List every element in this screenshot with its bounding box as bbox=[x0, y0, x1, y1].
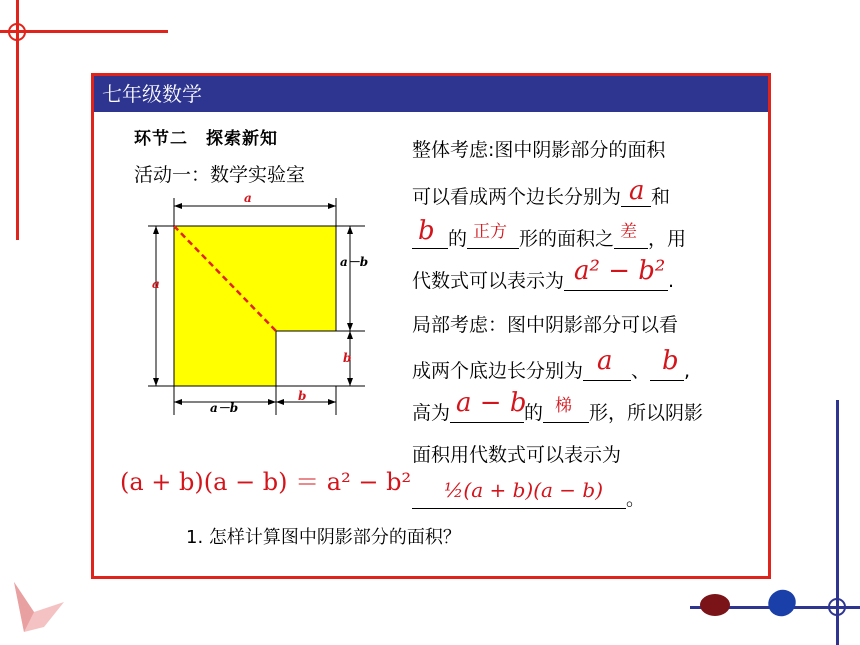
activity-title: 活动一：数学实验室 bbox=[134, 164, 306, 186]
whole-answer-op: 差 bbox=[620, 222, 638, 242]
top-left-deco-circle bbox=[8, 23, 26, 41]
question-text: 1. 怎样计算图中阴影部分的面积？ bbox=[186, 527, 461, 548]
label-right-b: b bbox=[343, 351, 352, 365]
label-top-a: a bbox=[244, 191, 252, 205]
label-bottom-b: b bbox=[298, 389, 307, 403]
header-bar bbox=[94, 76, 768, 112]
section-title: 环节二 探索新知 bbox=[134, 129, 278, 149]
bottom-right-deco-circle bbox=[828, 598, 846, 616]
whole-line-4: 代数式可以表示为 a² − b² . bbox=[412, 256, 675, 292]
local-line-1: 局部考虑：图中阴影部分可以看 bbox=[412, 314, 679, 336]
red-oval-icon bbox=[700, 594, 730, 616]
local-line-3: 高为 a − b 的 梯 形，所以阴影 bbox=[412, 388, 704, 424]
local-line-2: 成两个底边长分别为 a 、 b , bbox=[412, 346, 691, 382]
main-formula: (a + b)(a − b) ＝ a² − b² bbox=[120, 468, 412, 496]
local-answer-a: a bbox=[597, 346, 613, 376]
whole-answer-shape: 正方 bbox=[473, 222, 508, 242]
local-line-5: ½(a + b)(a − b) 。 bbox=[412, 488, 645, 509]
whole-answer-expr: a² − b² bbox=[574, 256, 666, 286]
local-answer-expr: ½(a + b)(a − b) bbox=[444, 478, 603, 502]
label-bottom-a-minus-b: a－b bbox=[210, 401, 239, 415]
local-answer-h: a − b bbox=[456, 388, 527, 418]
label-right-a-minus-b: a－b bbox=[340, 255, 369, 269]
whole-line-2: 可以看成两个边长分别为 a 和 bbox=[412, 176, 671, 208]
local-answer-shape: 梯 bbox=[555, 396, 573, 416]
whole-line-1: 整体考虑:图中阴影部分的面积 bbox=[412, 139, 666, 161]
whole-line-3: b 的 正方 形的面积之 差 ，用 bbox=[412, 228, 686, 249]
local-answer-b: b bbox=[662, 346, 679, 376]
blue-oval-icon bbox=[763, 585, 800, 622]
whole-answer-a: a bbox=[629, 176, 645, 206]
geometry-figure bbox=[140, 190, 380, 420]
header-title: 七年级数学 bbox=[102, 82, 202, 106]
paper-crane-icon bbox=[4, 572, 74, 640]
local-line-4: 面积用代数式可以表示为 bbox=[412, 444, 622, 466]
whole-answer-b: b bbox=[418, 216, 435, 246]
label-left-a: a bbox=[152, 277, 160, 291]
